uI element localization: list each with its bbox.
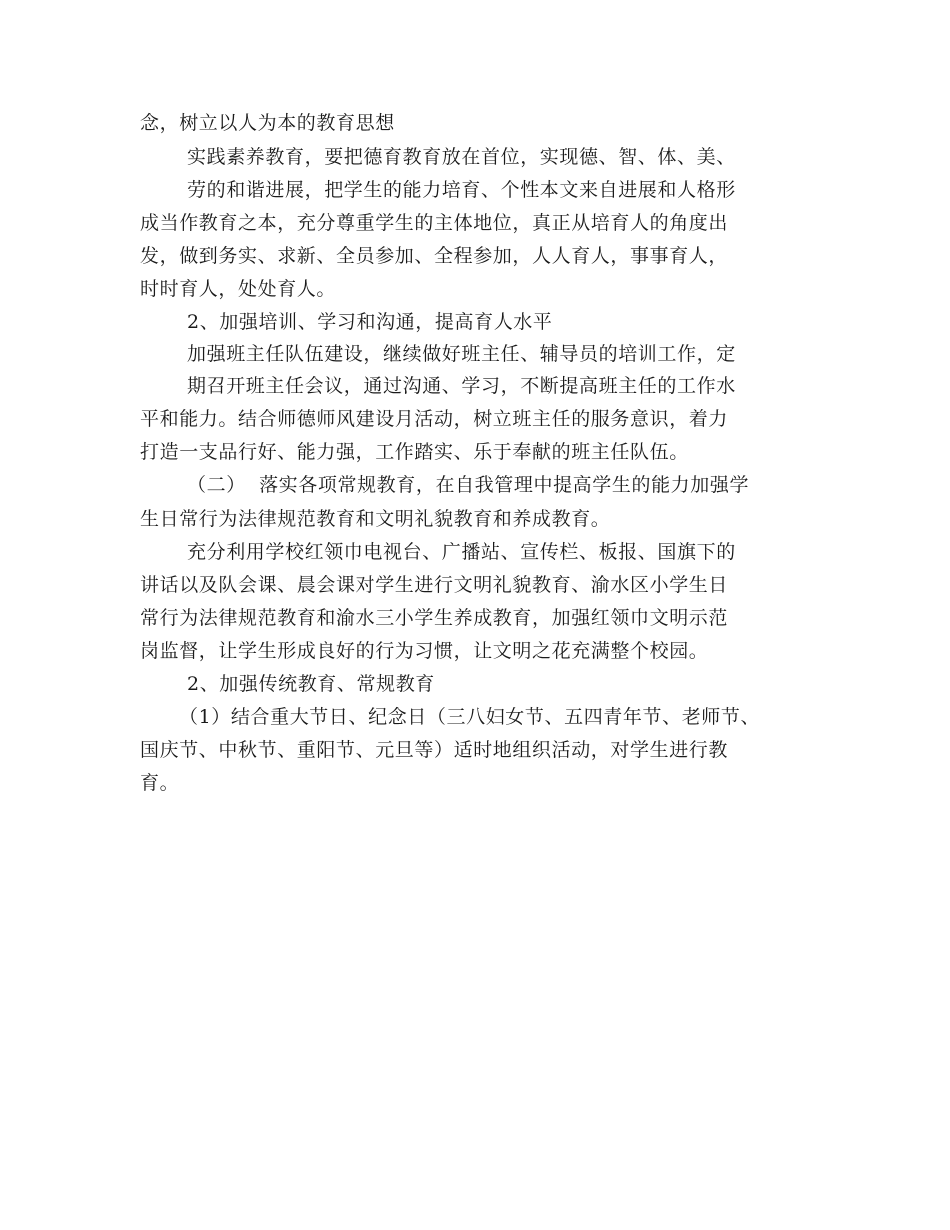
text-line: 岗监督，让学生形成良好的行为习惯，让文明之花充满整个校园。: [140, 640, 709, 662]
text-line: 打造一支品行好、能力强，工作踏实、乐于奉献的班主任队伍。: [140, 441, 689, 463]
section-heading: 2、加强传统教育、常规教育: [187, 673, 435, 695]
text-line: （1）结合重大节日、纪念日（三八妇女节、五四青年节、老师节、: [179, 706, 761, 728]
text-line: 时时育人，处处育人。: [140, 278, 337, 300]
text-line: 期召开班主任会议，通过沟通、学习，不断提高班主任的工作水: [187, 375, 736, 397]
text-line: 国庆节、中秋节、重阳节、元旦等）适时地组织活动，对学生进行教: [140, 739, 729, 761]
text-line: 常行为法律规范教育和渝水三小学生养成教育，加强红领巾文明示范: [140, 607, 729, 629]
text-line: 生日常行为法律规范教育和文明礼貌教育和养成教育。: [140, 508, 611, 530]
text-line: 充分利用学校红领巾电视台、广播站、宣传栏、板报、国旗下的: [187, 541, 736, 563]
text-line: 念，树立以人为本的教育思想: [140, 112, 395, 134]
text-line: 讲话以及队会课、晨会课对学生进行文明礼貌教育、渝水区小学生日: [140, 574, 729, 596]
section-heading: （二） 落实各项常规教育，在自我管理中提高学生的能力加强学: [187, 474, 750, 496]
text-line: 劳的和谐进展，把学生的能力培育、个性本文来自进展和人格形: [187, 179, 736, 201]
text-line: 实践素养教育，要把德育教育放在首位，实现德、智、体、美、: [187, 146, 736, 168]
text-line: 发，做到务实、求新、全员参加、全程参加，人人育人，事事育人，: [140, 245, 729, 267]
text-line: 成当作教育之本，充分尊重学生的主体地位，真正从培育人的角度出: [140, 212, 729, 234]
text-line: 加强班主任队伍建设，继续做好班主任、辅导员的培训工作，定: [187, 343, 736, 365]
text-line: 平和能力。结合师德师风建设月活动，树立班主任的服务意识，着力: [140, 408, 729, 430]
text-line: 育。: [140, 772, 180, 794]
section-heading: 2、加强培训、学习和沟通，提高育人水平: [187, 311, 553, 333]
